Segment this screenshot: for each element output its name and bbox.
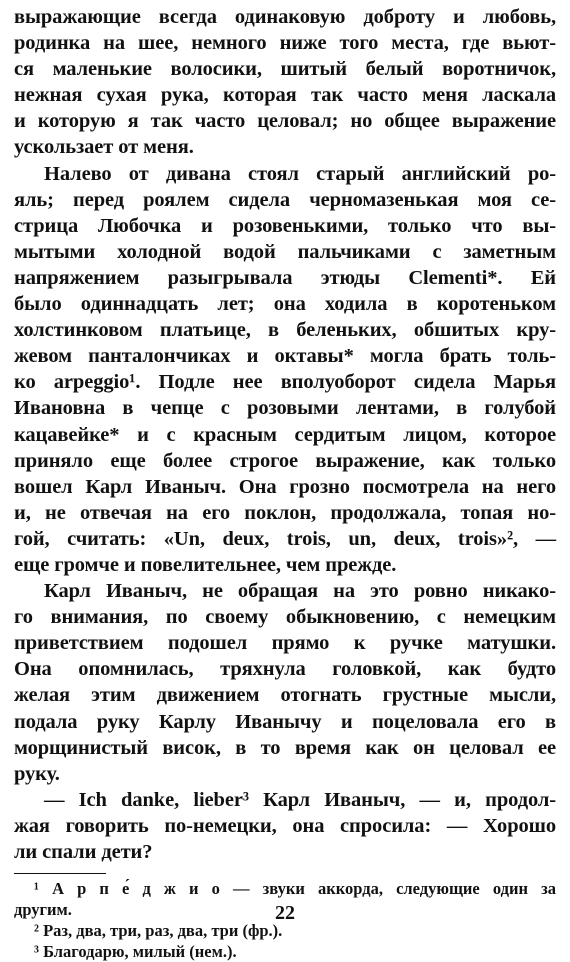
footnote: ³ Благодарю, милый (нем.). — [34, 942, 237, 962]
text-line: напряжением разыгрывала этюды Clementi*. Ей — [14, 266, 556, 289]
text-line: ко arpeggio¹. Подле нее вполуоборот сидела Марья — [14, 371, 556, 394]
text-line: Налево от дивана стоял старый английский ро- — [44, 162, 556, 185]
body-text — [14, 4, 556, 865]
footnote-rule — [14, 873, 106, 874]
text-line: морщинистый висок, в то время как он целовал ее — [14, 736, 556, 759]
page-content — [14, 4, 556, 962]
text-line: подала руку Карлу Иванычу и поцеловала его в — [14, 710, 556, 733]
text-line: го внимания, по своему обыкновению, с немецким — [14, 606, 556, 629]
footnote: ¹ А р п е́ д ж и о — звуки аккорда, следующие один за — [34, 879, 556, 899]
text-line: жевом панталончиках и октавы* могла брать толь- — [14, 345, 556, 368]
text-line: мытыми холодной водой пальчиками с заметным — [14, 240, 556, 263]
text-line: и которую я так часто целовал; но общее выражение — [14, 110, 556, 133]
footnote: другим. — [14, 900, 72, 920]
text-line: Она опомнилась, тряхнула головкой, как будто — [14, 658, 556, 681]
text-line: выражающие всегда одинаковую доброту и любовь, — [14, 6, 556, 28]
text-line: ускользает от меня. — [14, 136, 194, 159]
text-line: и, не отвечая на его поклон, продолжала, топая но- — [14, 501, 556, 524]
text-line: яль; перед роялем сидела черномазенькая моя се- — [14, 188, 556, 211]
text-line: стрица Любочка и розовенькими, только что вы- — [14, 214, 556, 237]
text-line: нежная сухая рука, которая так часто меня ласкала — [14, 84, 556, 107]
text-line: еще громче и повелительнее, чем прежде. — [14, 553, 397, 576]
text-line: приняло еще более строгое выражение, как только — [14, 449, 556, 472]
text-line: — Ich danke, lieber³ Карл Иваныч, — и, продол- — [44, 788, 556, 811]
footnote: ² Раз, два, три, раз, два, три (фр.). — [34, 921, 283, 941]
text-line: руку. — [14, 762, 60, 785]
text-line: приветствием подошел прямо к ручке матушки. — [14, 632, 556, 655]
text-line: вошел Карл Иваныч. Она грозно посмотрела на него — [14, 475, 556, 498]
text-line: холстинковом платьице, в беленьких, обшитых кру- — [14, 319, 556, 342]
text-line: кацавейке* и с красным сердитым лицом, которое — [14, 423, 556, 446]
text-line: жая говорить по-немецки, она спросила: — Хорошо — [14, 814, 556, 837]
text-line: Карл Иваныч, не обращая на это ровно никако- — [44, 580, 556, 603]
text-line: было одиннадцать лет; она ходила в коротеньком — [14, 293, 556, 316]
page-number: 22 — [275, 902, 295, 924]
text-line: желая этим движением отогнать грустные мысли, — [14, 684, 556, 707]
text-line: гой, считать: «Un, deux, trois, un, deux, trois»², — — [14, 527, 556, 550]
text-line: Ивановна в чепце с розовыми лентами, в голубой — [14, 397, 556, 420]
text-line: ся маленькие волосики, шитый белый воротничок, — [14, 58, 556, 81]
text-line: родинка на шее, немного ниже того места, где вьют- — [14, 32, 556, 55]
text-line: ли спали дети? — [14, 841, 153, 863]
